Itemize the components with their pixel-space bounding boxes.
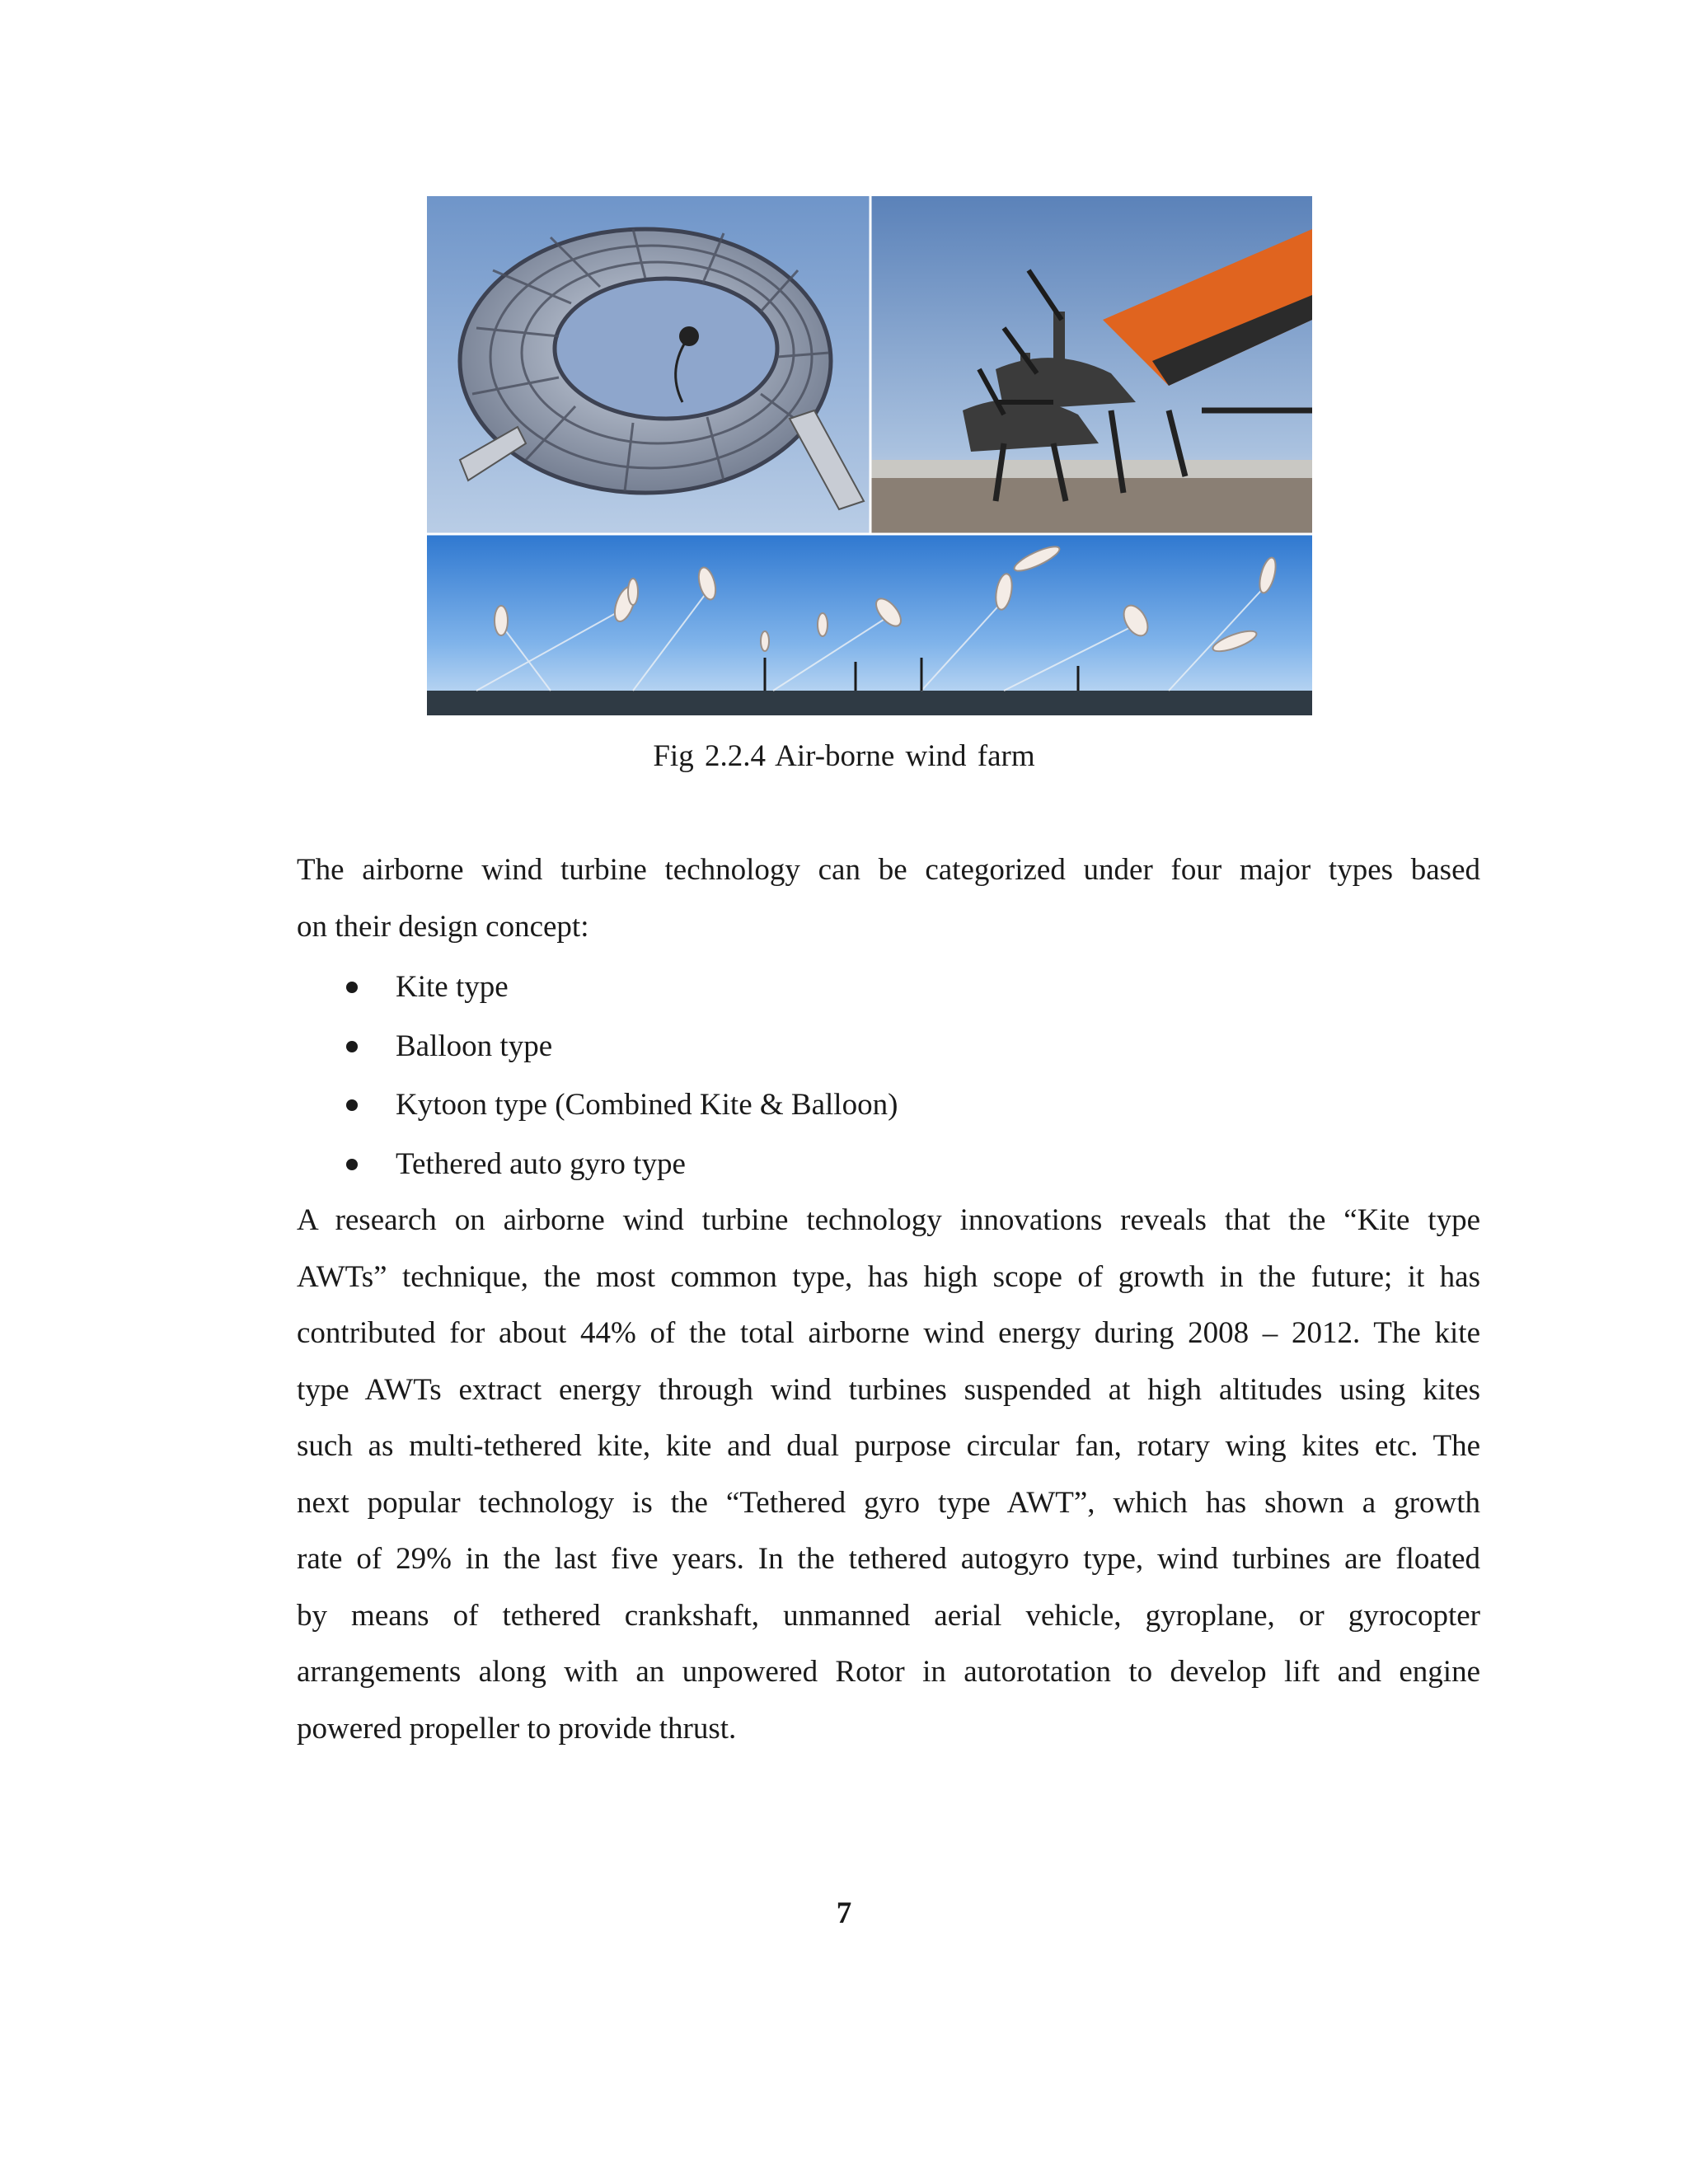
kite-farm-photo — [427, 534, 1312, 715]
research-paragraph — [297, 1193, 1480, 1757]
awt-types-list — [346, 958, 898, 1193]
paragraph-line: arrangements along with an unpowered Rotor in autorotation to develop lift and engine — [297, 1655, 1480, 1689]
paragraph-line: A research on airborne wind turbine technology innovations reveals that the “Kite type — [297, 1203, 1480, 1237]
paragraph-line: by means of tethered crankshaft, unmanned aerial vehicle, gyroplane, or gyrocopter — [297, 1598, 1480, 1633]
intro-line: The airborne wind turbine technology can be categorized under four major types based — [297, 853, 1480, 887]
paragraph-line: such as multi-tethered kite, kite and dual purpose circular fan, rotary wing kites etc. The — [297, 1429, 1480, 1463]
intro-paragraph — [297, 842, 1480, 955]
intro-line: on their design concept: — [297, 909, 589, 944]
figure-image — [427, 196, 1312, 715]
list-item: Kite type — [346, 958, 898, 1017]
bullet-icon — [346, 1041, 358, 1052]
multi-rotor-drone-photo — [870, 196, 1312, 534]
list-item: Tethered auto gyro type — [346, 1135, 898, 1194]
figure-caption: Fig 2.2.4 Air-borne wind farm — [653, 739, 1035, 773]
bullet-icon — [346, 1159, 358, 1170]
paragraph-line: AWTs” technique, the most common type, has high scope of growth in the future; it has — [297, 1259, 1480, 1294]
page-number: 7 — [836, 1896, 852, 1930]
list-item: Balloon type — [346, 1017, 898, 1076]
list-item: Kytoon type (Combined Kite & Balloon) — [346, 1076, 898, 1135]
paragraph-line: type AWTs extract energy through wind turbines suspended at high altitudes using kites — [297, 1372, 1480, 1407]
balloon-turbine-photo — [427, 196, 870, 534]
paragraph-line: next popular technology is the “Tethered gyro type AWT”, which has shown a growth — [297, 1485, 1480, 1520]
paragraph-line: contributed for about 44% of the total airborne wind energy during 2008 – 2012. The kite — [297, 1316, 1480, 1350]
bullet-icon — [346, 1099, 358, 1111]
paragraph-line: powered propeller to provide thrust. — [297, 1711, 737, 1746]
paragraph-line: rate of 29% in the last five years. In the tethered autogyro type, wind turbines are floated — [297, 1542, 1480, 1576]
bullet-icon — [346, 982, 358, 993]
